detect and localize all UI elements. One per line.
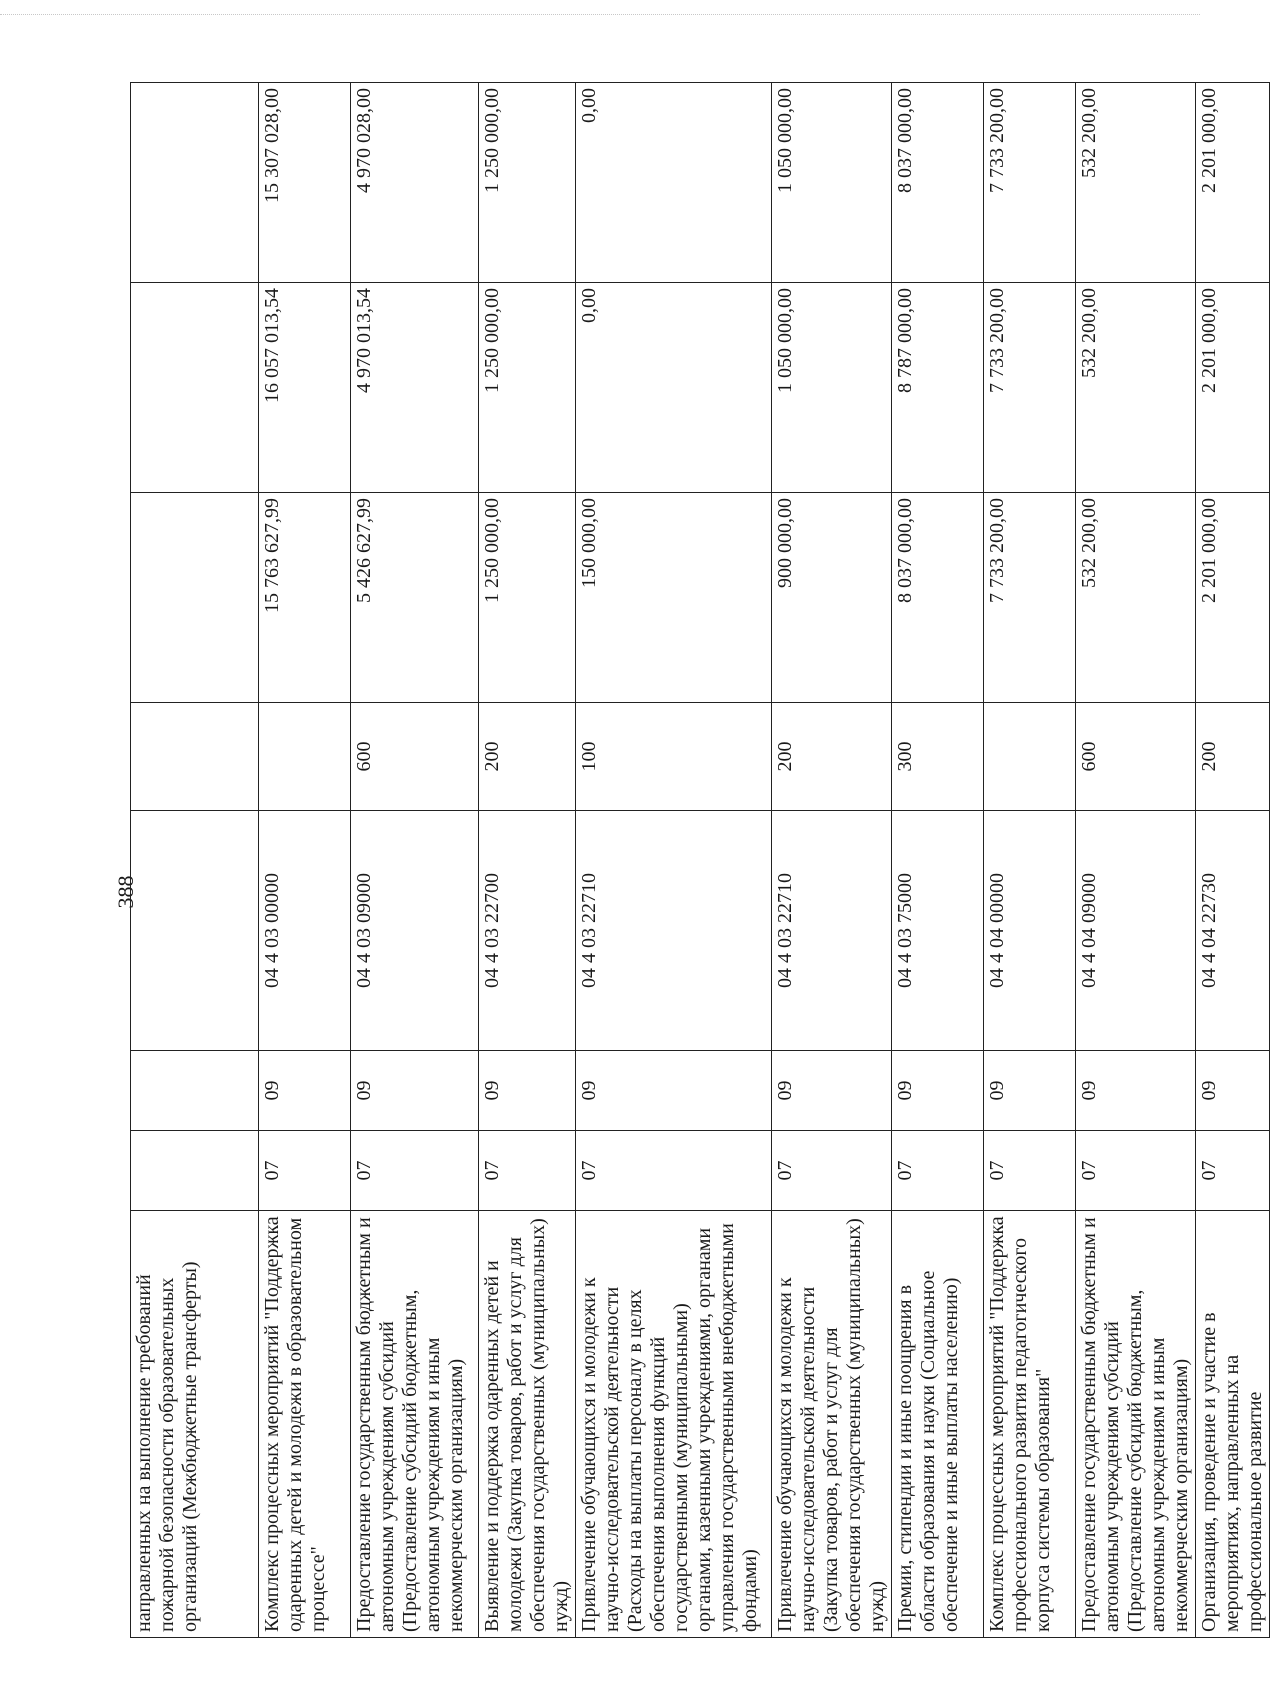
expense-name-cell: Привлечение обучающихся и молодежи к научно-исследовательской деятельности (Расходы на выплаты персоналу в целях обеспечения выполнения функций государственными (муниципальными) органами, казенными учреждениями, органами управления государственными внебюджетными фондами) [576, 1211, 772, 1638]
amount-year3-cell [131, 83, 259, 283]
table-row [1076, 83, 1196, 1638]
section-code-cell: 07 [576, 1131, 772, 1211]
amount-year3-cell: 7 733 200,00 [984, 83, 1076, 283]
amount-year1-cell: 5 426 627,99 [351, 493, 479, 703]
subsection-code-cell: 09 [984, 1051, 1076, 1131]
amount-year1-cell: 150 000,00 [576, 493, 772, 703]
amount-year1-cell: 2 201 000,00 [1196, 493, 1270, 703]
section-code-cell: 07 [259, 1131, 351, 1211]
amount-year3-cell: 1 050 000,00 [772, 83, 892, 283]
target-article-cell: 04 4 03 09000 [351, 811, 479, 1051]
section-code-cell: 07 [1196, 1131, 1270, 1211]
expense-type-cell [259, 703, 351, 811]
amount-year2-cell: 4 970 013,54 [351, 283, 479, 493]
table-row [576, 83, 772, 1638]
expense-type-cell [131, 703, 259, 811]
amount-year3-cell: 2 201 000,00 [1196, 83, 1270, 283]
expense-name-cell: Предоставление государственным бюджетным и автономным учреждениям субсидий (Предоставление субсидий бюджетным, автономным учреждениям и иным некоммерческим организациям) [351, 1211, 479, 1638]
table-row [772, 83, 892, 1638]
table-row [984, 83, 1076, 1638]
expense-name-cell: Привлечение обучающихся и молодежи к научно-исследовательской деятельности (Закупка товаров, работ и услуг для обеспечения государственных (муниципальных) нужд) [772, 1211, 892, 1638]
section-code-cell: 07 [772, 1131, 892, 1211]
section-code-cell: 07 [1076, 1131, 1196, 1211]
table-body [131, 83, 1270, 1638]
section-code-cell: 07 [479, 1131, 576, 1211]
expense-name-cell: Предоставление государственным бюджетным и автономным учреждениям субсидий (Предоставление субсидий бюджетным, автономным учреждениям и иным некоммерческим организациям) [1076, 1211, 1196, 1638]
amount-year1-cell: 532 200,00 [1076, 493, 1196, 703]
table-row [131, 83, 259, 1638]
target-article-cell: 04 4 03 22710 [772, 811, 892, 1051]
expense-name-cell: Премии, стипендии и иные поощрения в области образования и науки (Социальное обеспечение и иные выплаты населению) [892, 1211, 984, 1638]
section-code-cell [131, 1131, 259, 1211]
target-article-cell: 04 4 03 22710 [576, 811, 772, 1051]
target-article-cell: 04 4 03 75000 [892, 811, 984, 1051]
table-row [1196, 83, 1270, 1638]
expense-type-cell [984, 703, 1076, 811]
expense-type-cell: 600 [1076, 703, 1196, 811]
amount-year3-cell: 8 037 000,00 [892, 83, 984, 283]
subsection-code-cell: 09 [892, 1051, 984, 1131]
amount-year2-cell: 7 733 200,00 [984, 283, 1076, 493]
amount-year2-cell: 0,00 [576, 283, 772, 493]
expense-type-cell: 200 [772, 703, 892, 811]
expense-type-cell: 300 [892, 703, 984, 811]
scan-top-edge [0, 14, 1200, 15]
expense-type-cell: 600 [351, 703, 479, 811]
amount-year1-cell: 7 733 200,00 [984, 493, 1076, 703]
amount-year3-cell: 15 307 028,00 [259, 83, 351, 283]
expense-name-cell: направленных на выполнение требований пожарной безопасности образовательных организаций (Межбюджетные трансферты) [131, 1211, 259, 1638]
target-article-cell: 04 4 03 00000 [259, 811, 351, 1051]
amount-year1-cell: 8 037 000,00 [892, 493, 984, 703]
amount-year2-cell: 2 201 000,00 [1196, 283, 1270, 493]
table-row [351, 83, 479, 1638]
amount-year1-cell: 15 763 627,99 [259, 493, 351, 703]
target-article-cell: 04 4 04 22730 [1196, 811, 1270, 1051]
subsection-code-cell: 09 [259, 1051, 351, 1131]
amount-year2-cell: 1 250 000,00 [479, 283, 576, 493]
table-row [259, 83, 351, 1638]
amount-year2-cell: 1 050 000,00 [772, 283, 892, 493]
table-row [892, 83, 984, 1638]
target-article-cell: 04 4 04 09000 [1076, 811, 1196, 1051]
section-code-cell: 07 [984, 1131, 1076, 1211]
rotated-table-container [130, 83, 1266, 1638]
section-code-cell: 07 [892, 1131, 984, 1211]
amount-year1-cell: 900 000,00 [772, 493, 892, 703]
subsection-code-cell: 09 [1076, 1051, 1196, 1131]
subsection-code-cell: 09 [576, 1051, 772, 1131]
expense-type-cell: 200 [479, 703, 576, 811]
amount-year3-cell: 0,00 [576, 83, 772, 283]
amount-year2-cell: 532 200,00 [1076, 283, 1196, 493]
section-code-cell: 07 [351, 1131, 479, 1211]
budget-table [130, 82, 1270, 1638]
amount-year1-cell: 1 250 000,00 [479, 493, 576, 703]
table-row [479, 83, 576, 1638]
expense-name-cell: Выявление и поддержка одаренных детей и молодежи (Закупка товаров, работ и услуг для обеспечения государственных (муниципальных) нужд) [479, 1211, 576, 1638]
subsection-code-cell [131, 1051, 259, 1131]
amount-year3-cell: 1 250 000,00 [479, 83, 576, 283]
page-number: 388 [113, 875, 138, 909]
amount-year2-cell: 8 787 000,00 [892, 283, 984, 493]
subsection-code-cell: 09 [772, 1051, 892, 1131]
amount-year1-cell [131, 493, 259, 703]
expense-type-cell: 200 [1196, 703, 1270, 811]
expense-name-cell: Комплекс процессных мероприятий "Поддержка одаренных детей и молодежи в образовательном процессе" [259, 1211, 351, 1638]
target-article-cell [131, 811, 259, 1051]
target-article-cell: 04 4 04 00000 [984, 811, 1076, 1051]
amount-year3-cell: 532 200,00 [1076, 83, 1196, 283]
amount-year3-cell: 4 970 028,00 [351, 83, 479, 283]
expense-name-cell: Комплекс процессных мероприятий "Поддержка профессионального развития педагогического корпуса системы образования" [984, 1211, 1076, 1638]
expense-name-cell: Организация, проведение и участие в мероприятиях, направленных на профессиональное развитие [1196, 1211, 1270, 1638]
target-article-cell: 04 4 03 22700 [479, 811, 576, 1051]
amount-year2-cell [131, 283, 259, 493]
subsection-code-cell: 09 [479, 1051, 576, 1131]
subsection-code-cell: 09 [351, 1051, 479, 1131]
expense-type-cell: 100 [576, 703, 772, 811]
subsection-code-cell: 09 [1196, 1051, 1270, 1131]
amount-year2-cell: 16 057 013,54 [259, 283, 351, 493]
